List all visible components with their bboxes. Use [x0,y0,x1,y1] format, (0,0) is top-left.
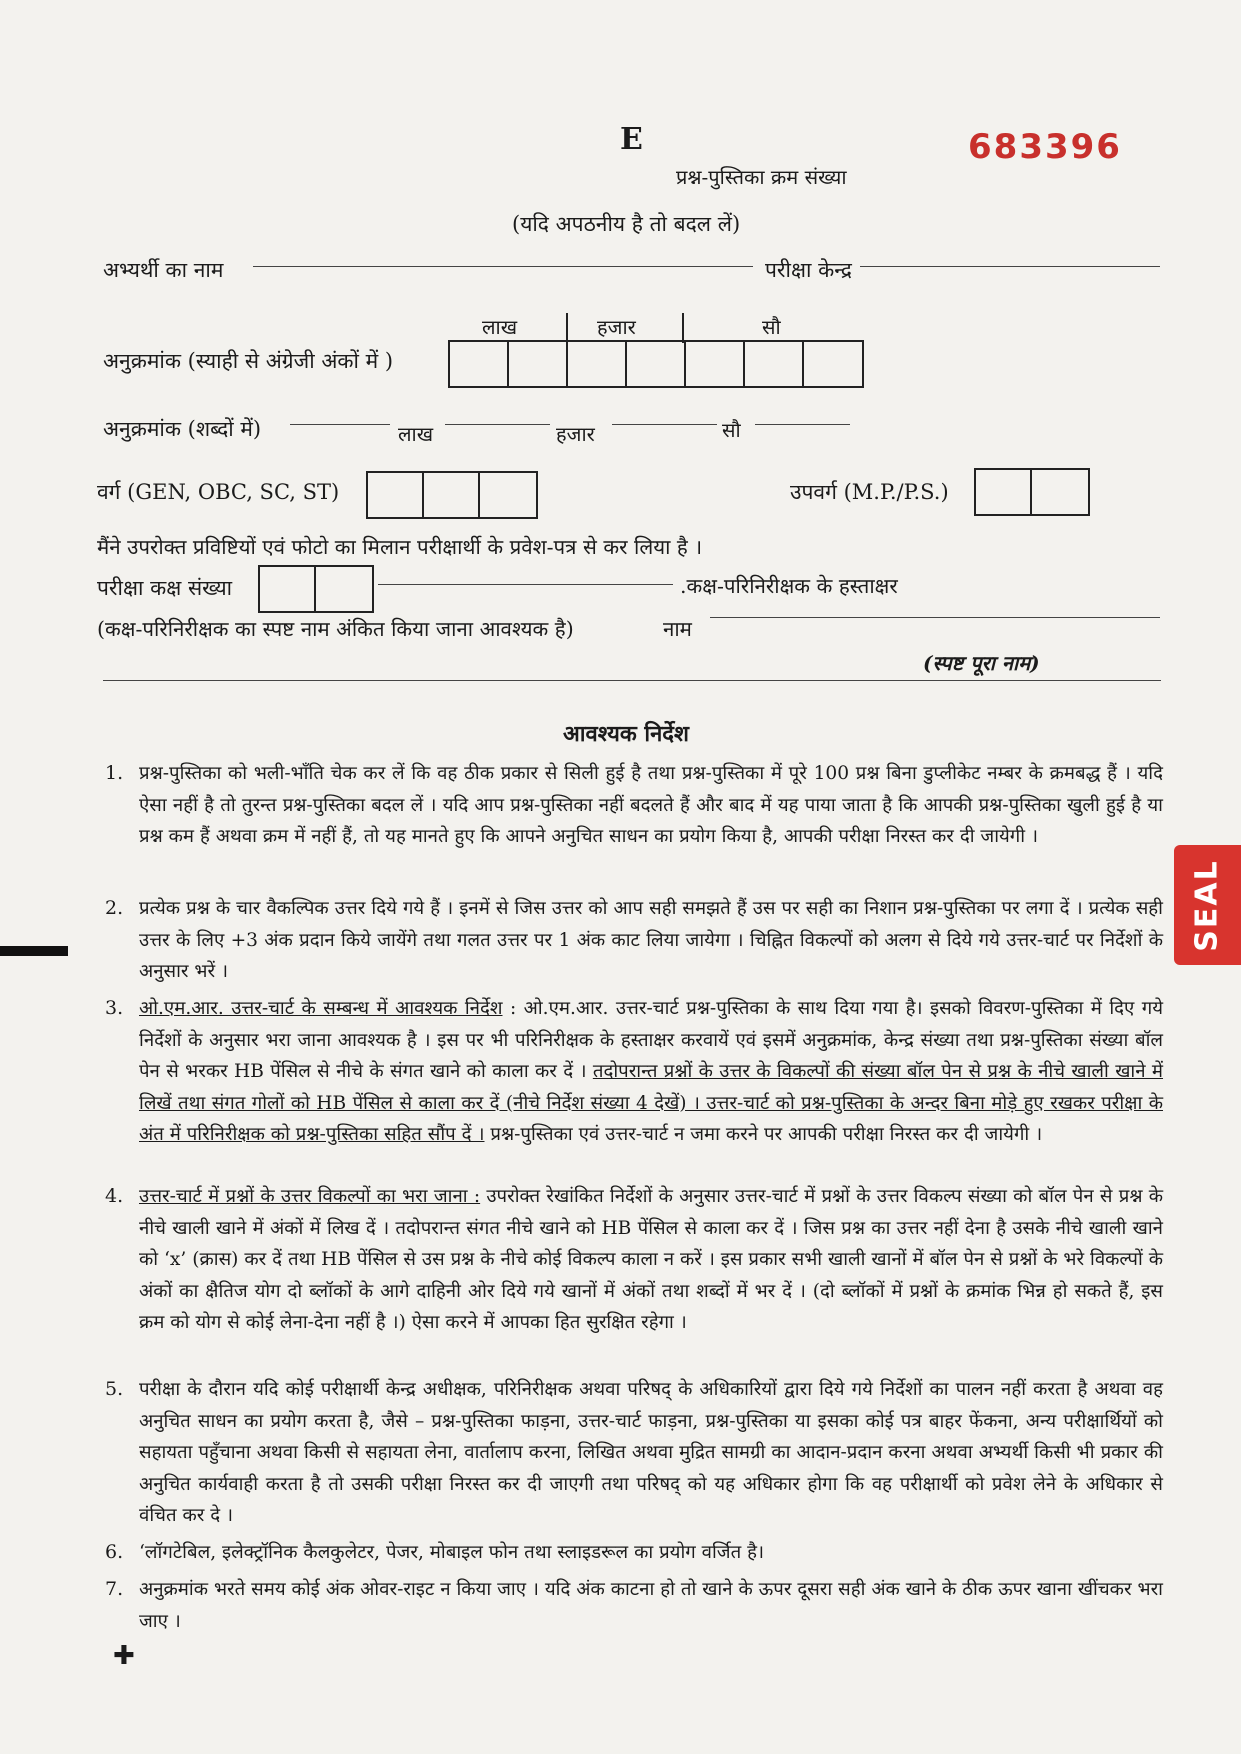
candidate-name-label: अभ्यर्थी का नाम [103,258,224,282]
room-no-box[interactable] [316,567,372,611]
seal-sticker: SEAL [1174,845,1241,965]
roll-digit-box[interactable] [450,342,509,386]
hazar-label-top: हजार [597,315,636,339]
exam-centre-line[interactable] [860,266,1160,267]
instruction-6: 6. ‘लॉगटेबिल, इलेक्ट्रॉनिक कैलकुलेटर, पेजर, मोबाइल फोन तथा स्लाइडरूल का प्रयोग वर्जित है। [105,1541,765,1563]
room-no-boxes[interactable] [258,565,374,613]
roll-digits-label: अनुक्रमांक (स्याही से अंग्रेजी अंकों में ) [103,349,394,373]
invigilator-sign-label: .कक्ष-परिनिरीक्षक के हस्ताक्षर [680,574,898,598]
registration-mark: ✚ [113,1641,135,1671]
category-label: वर्ग (GEN, OBC, SC, ST) [97,480,340,504]
subcategory-label: उपवर्ग (M.P./P.S.) [790,480,949,504]
serial-label: प्रश्न-पुस्तिका क्रम संख्या [676,165,847,189]
roll-words-label: अनुक्रमांक (शब्दों में) [103,417,262,441]
invigilator-name-note: (कक्ष-परिनिरीक्षक का स्पष्ट नाम अंकित किया जाना आवश्यक है) [97,617,574,641]
category-box[interactable] [480,473,536,517]
roll-words-line-3[interactable] [612,424,717,425]
full-name-note: (स्पष्ट पूरा नाम) [923,651,1040,675]
roll-digit-box[interactable] [745,342,804,386]
group-divider-2 [682,313,684,343]
exam-centre-label: परीक्षा केन्द्र [765,258,852,282]
instructions-heading: आवश्यक निर्देश [563,721,689,747]
set-letter: E [620,122,643,157]
subcategory-box[interactable] [976,470,1032,514]
category-box[interactable] [368,473,424,517]
section-divider [103,680,1161,681]
hazar-label: हजार [556,422,595,446]
category-box[interactable] [424,473,480,517]
roll-number-boxes[interactable] [448,340,864,388]
subcategory-box[interactable] [1032,470,1088,514]
replace-note: (यदि अपठनीय है तो बदल लें) [512,212,741,236]
instruction-3: 3. ओ.एम.आर. उत्तर-चार्ट के सम्बन्ध में आवश्यक निर्देश : ओ.एम.आर. उत्तर-चार्ट प्रश्न-पुस्तिका के साथ दिया गया है। इसको विवरण-पुस्तिका में दिए गये निर्देशों के अनुसार भरा जाना आवश्यक है । इस पर भी परिनिरीक्षक के हस्ताक्षर करवायें एवं इसमें अनुक्रमांक, केन्द्र संख्या तथा प्रश्न-पुस्तिका संख्या बॉल पेन से भरकर HB पेंसिल से नीचे के संगत खाने को काला कर दें । तदोपरान्त प्रश्नों के उत्तर के विकल्पों की संख्या बॉल पेन से प्रश्न के नीचे खाली खाने में लिखें तथा संगत गोलों को HB पेंसिल से काला कर दें (नीचे निर्देश संख्या 4 देखें) । उत्तर-चार्ट को प्रश्न-पुस्तिका के अन्दर बिना मोड़े हुए रखकर परीक्षा के अंत में परिनिरीक्षक को प्रश्न-पुस्तिका सहित सौंप दें । प्रश्न-पुस्तिका एवं उत्तर-चार्ट न जमा करने पर आपकी परीक्षा निरस्त कर दी जायेगी । [105,997,1164,1145]
sau-label: सौ [722,418,741,442]
lakh-label: लाख [398,422,434,446]
roll-words-line-4[interactable] [755,424,850,425]
name-label: नाम [663,617,692,641]
lakh-label-top: लाख [482,315,518,339]
room-no-label: परीक्षा कक्ष संख्या [97,576,233,600]
invigilator-name-line[interactable] [710,617,1160,618]
instruction-2: 2. प्रत्येक प्रश्न के चार वैकल्पिक उत्तर दिये गये हैं । इनमें से जिस उत्तर को आप सही समझते हैं उस पर सही का निशान प्रश्न-पुस्तिका पर लगा दें । प्रत्येक सही उत्तर के लिए +3 अंक प्रदान किये जायेंगे तथा गलत उत्तर पर 1 अंक काट लिया जायेगा । चिह्नित विकल्पों को अलग से दिये गये उत्तर-चार्ट पर निर्देशों के अनुसार भरें । [105,897,1163,982]
roll-digit-box[interactable] [568,342,627,386]
instruction-4: 4. उत्तर-चार्ट में प्रश्नों के उत्तर विकल्पों का भरा जाना : उपरोक्त रेखांकित निर्देशों के अनुसार उत्तर-चार्ट में प्रश्नों के उत्तर विकल्प संख्या को बॉल पेन से प्रश्न के नीचे खाली खाने में अंकों में लिख दें । तदोपरान्त संगत नीचे खाने को HB पेंसिल से काला कर दें । जिस प्रश्न का उत्तर नहीं देना है उसके नीचे खाली खाने को ‘x’ (क्रास) कर दें तथा HB पेंसिल से उस प्रश्न के नीचे कोई विकल्प काला न करें । इस प्रकार सभी खाली खानों में बॉल पेन से प्रश्नों के भरे विकल्पों के अंकों का क्षैतिज योग दो ब्लॉकों के आगे दाहिनी ओर दिये गये खानों में अंकों तथा शब्दों में भर दें । (दो ब्लॉकों में प्रश्नों के क्रमांक भिन्न हो सकते हैं, इस क्रम को योग से कोई लेना-देना नहीं है ।) ऐसा करने में आपका हित सुरक्षित रहेगा । [105,1185,1164,1333]
roll-digit-box[interactable] [509,342,568,386]
timing-mark [0,946,68,956]
instruction-5: 5. परीक्षा के दौरान यदि कोई परीक्षार्थी केन्द्र अधीक्षक, परिनिरीक्षक अथवा परिषद् के अधिकारियों द्वारा दिये गये निर्देशों का पालन नहीं करता है अथवा वह अनुचित साधन का प्रयोग करता है, जैसे – प्रश्न-पुस्तिका फाड़ना, उत्तर-चार्ट फाड़ना, प्रश्न-पुस्तिका या इसका कोई पत्र बाहर फेंकना, अन्य परीक्षार्थियों को सहायता पहुँचाना अथवा किसी से सहायता लेना, वार्तालाप करना, लिखित अथवा मुद्रित सामग्री का आदान-प्रदान करना अथवा अभ्यर्थी किसी भी प्रकार की अनुचित कार्यवाही करता है तो उसकी परीक्षा निरस्त कर दी जाएगी तथा परिषद् को यह अधिकार होगा कि वह परीक्षार्थी को प्रवेश लेने के अधिकार से वंचित कर दे । [105,1378,1163,1526]
verification-text: मैंने उपरोक्त प्रविष्टियों एवं फोटो का मिलान परीक्षार्थी के प्रवेश-पत्र से कर लिया है । [97,535,703,559]
serial-number: 683396 [968,127,1122,167]
roll-digit-box[interactable] [627,342,686,386]
instruction-7: 7. अनुक्रमांक भरते समय कोई अंक ओवर-राइट न किया जाए । यदि अंक काटना हो तो खाने के ऊपर दूसरा सही अंक खाने के ठीक ऊपर खाना खींचकर भरा जाए । [105,1578,1163,1632]
instruction-1: 1. प्रश्न-पुस्तिका को भली-भाँति चेक कर लें कि वह ठीक प्रकार से सिली हुई है तथा प्रश्न-पुस्तिका में पूरे 100 प्रश्न बिना डुप्लीकेट नम्बर के क्रमबद्ध हैं । यदि ऐसा नहीं है तो तुरन्त प्रश्न-पुस्तिका बदल लें । यदि आप प्रश्न-पुस्तिका नहीं बदलते हैं और बाद में यह पाया जाता है कि आपकी प्रश्न-पुस्तिका खुली हुई है या प्रश्न कम हैं अथवा क्रम में नहीं हैं, तो यह मानते हुए कि आपने अनुचित साधन का प्रयोग किया है, आपकी परीक्षा निरस्त कर दी जायेगी । [105,762,1163,847]
category-boxes[interactable] [366,471,538,519]
roll-digit-box[interactable] [686,342,745,386]
invigilator-sign-line[interactable] [378,584,673,585]
roll-words-line-2[interactable] [445,424,550,425]
candidate-name-line[interactable] [253,266,753,267]
sau-label-top: सौ [762,315,781,339]
roll-words-line-1[interactable] [290,424,390,425]
group-divider-1 [566,313,568,343]
room-no-box[interactable] [260,567,316,611]
roll-digit-box[interactable] [804,342,862,386]
subcategory-boxes[interactable] [974,468,1090,516]
